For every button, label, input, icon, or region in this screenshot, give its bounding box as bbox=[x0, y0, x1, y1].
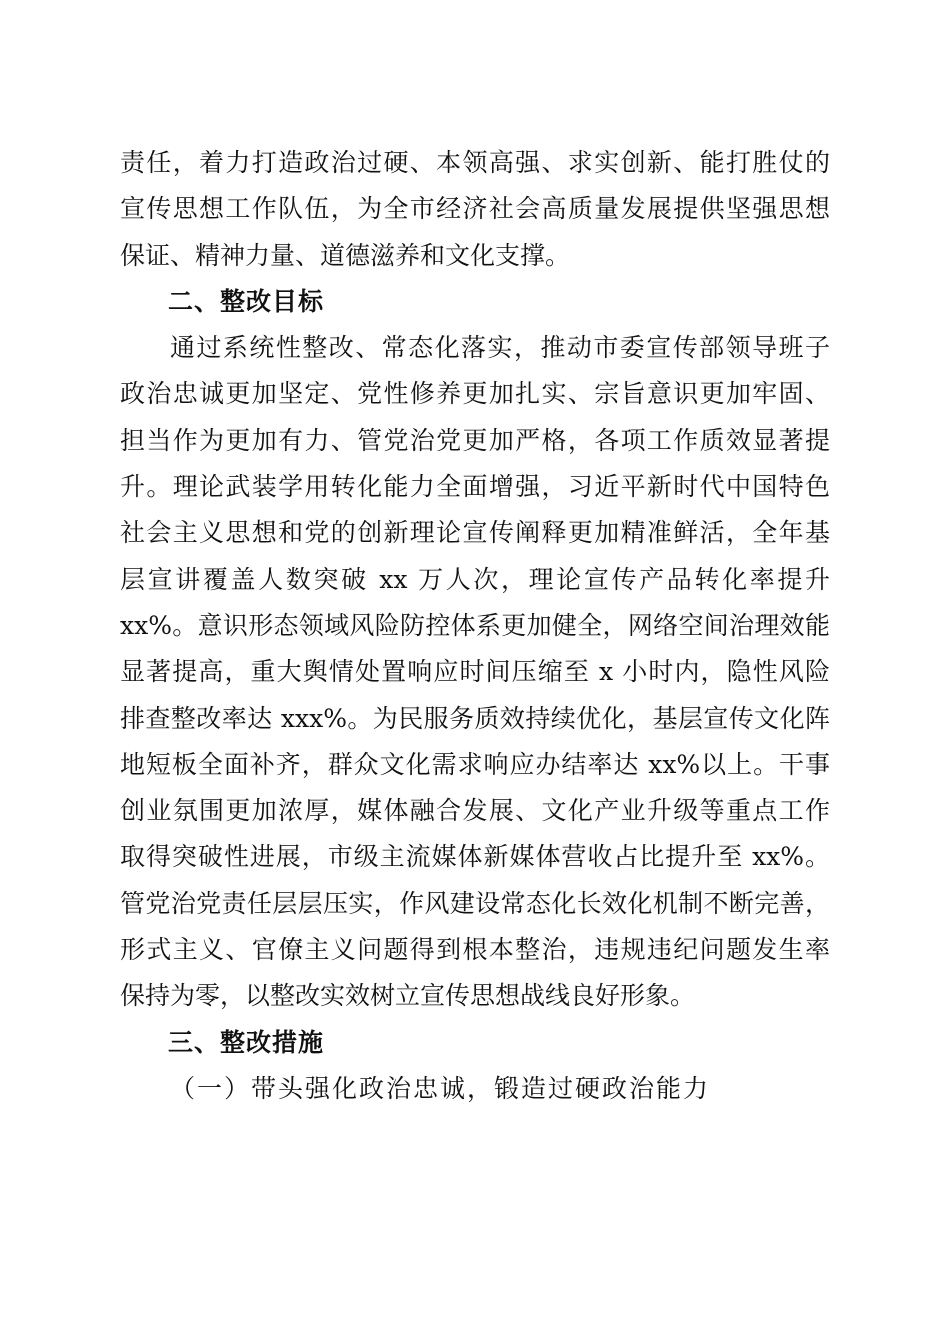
document-body bbox=[120, 140, 830, 1112]
section-heading-rectification-goals: 二、整改目标 bbox=[168, 286, 325, 316]
text-line: xx%。意识形态领域风险防控体系更加健全，网络空间治理效能 bbox=[120, 610, 830, 640]
text-line: 层宣讲覆盖人数突破 xx 万人次，理论宣传产品转化率提升 bbox=[120, 564, 830, 594]
section-heading-rectification-measures: 三、整改措施 bbox=[168, 1027, 325, 1057]
text-line: 保持为零，以整改实效树立宣传思想战线良好形象。 bbox=[120, 981, 696, 1011]
text-line: 创业氛围更加浓厚，媒体融合发展、文化产业升级等重点工作 bbox=[120, 796, 830, 826]
text-line: 管党治党责任层层压实，作风建设常态化长效化机制不断完善， bbox=[120, 888, 830, 918]
text-line: 显著提高，重大舆情处置响应时间压缩至 x 小时内，隐性风险 bbox=[120, 657, 830, 687]
subsection-heading-political-loyalty: （一）带头强化政治忠诚，锻造过硬政治能力 bbox=[170, 1073, 711, 1103]
text-line: 通过系统性整改、常态化落实，推动市委宣传部领导班子 bbox=[170, 333, 830, 363]
paragraph-intro-continuation bbox=[120, 140, 830, 279]
text-line: 排查整改率达 xxx%。为民服务质效持续优化，基层宣传文化阵 bbox=[120, 703, 830, 733]
text-line: 形式主义、官僚主义问题得到根本整治，违规违纪问题发生率 bbox=[120, 935, 830, 965]
text-line: 社会主义思想和党的创新理论宣传阐释更加精准鲜活，全年基 bbox=[120, 518, 830, 548]
text-line: 政治忠诚更加坚定、党性修养更加扎实、宗旨意识更加牢固、 bbox=[120, 379, 830, 409]
text-line: 宣传思想工作队伍，为全市经济社会高质量发展提供坚强思想 bbox=[120, 194, 830, 224]
text-line: 责任，着力打造政治过硬、本领高强、求实创新、能打胜仗的 bbox=[120, 148, 830, 177]
text-line: 升。理论武装学用转化能力全面增强，习近平新时代中国特色 bbox=[120, 472, 830, 502]
paragraph-rectification-goals bbox=[120, 325, 830, 1019]
text-line: 取得突破性进展，市级主流媒体新媒体营收占比提升至 xx%。 bbox=[120, 842, 830, 872]
text-line: 地短板全面补齐，群众文化需求响应办结率达 xx%以上。干事 bbox=[120, 749, 830, 779]
text-line: 保证、精神力量、道德滋养和文化支撑。 bbox=[120, 240, 571, 270]
text-line: 担当作为更加有力、管党治党更加严格，各项工作质效显著提 bbox=[120, 425, 830, 455]
